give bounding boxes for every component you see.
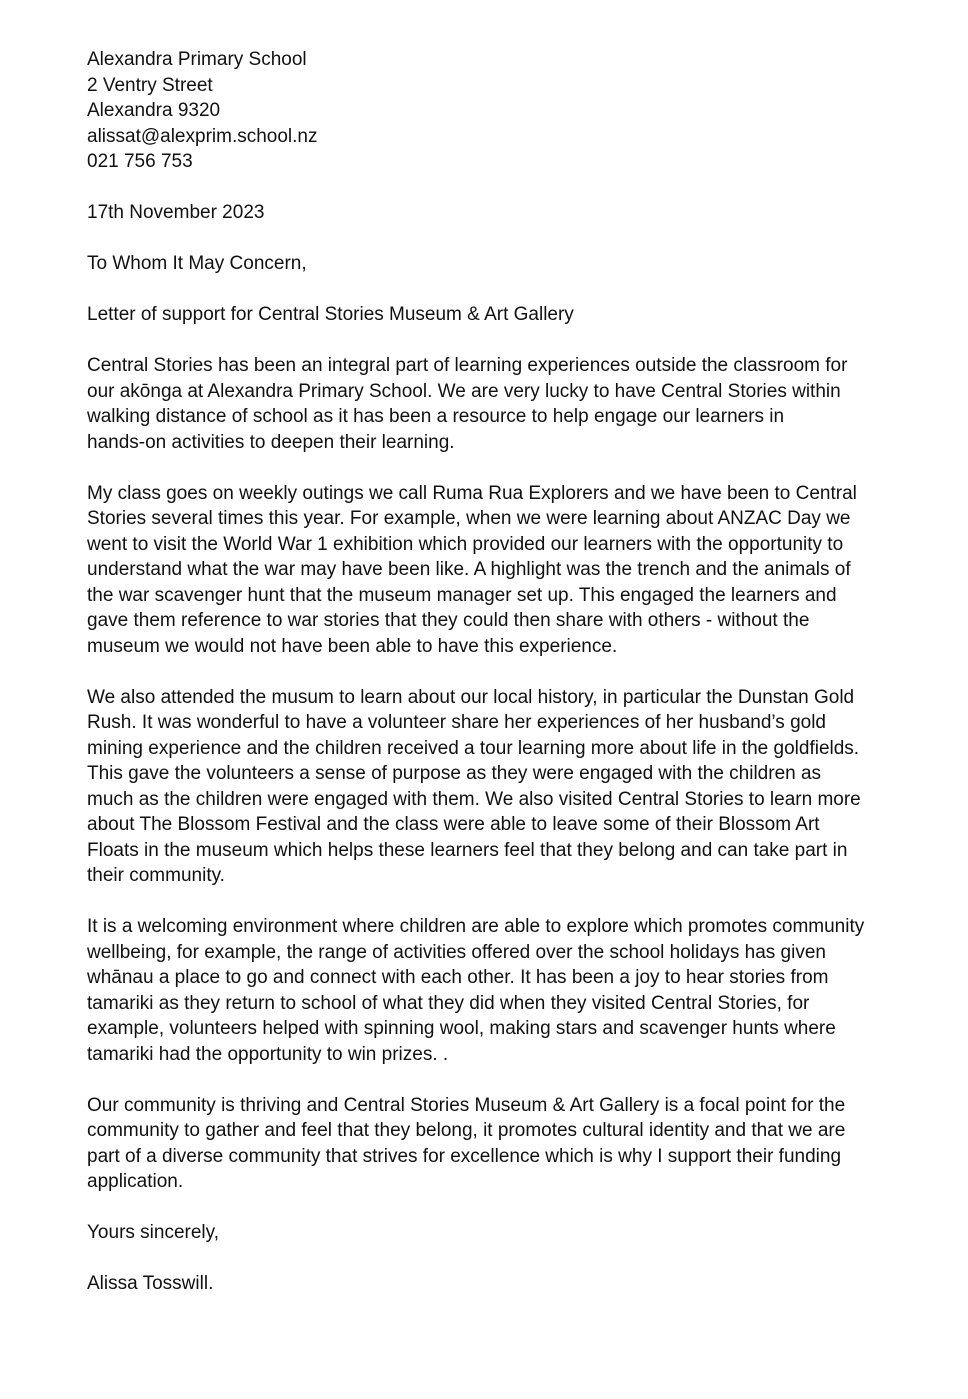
paragraph-line: Floats in the museum which helps these learners feel that they belong and can take part in xyxy=(87,839,848,861)
sender-address-block xyxy=(87,47,887,175)
paragraph-line: example, volunteers helped with spinning wool, making stars and scavenger hunts where xyxy=(87,1018,836,1039)
paragraph-line: much as the children were engaged with them. We also visited Central Stories to learn more xyxy=(87,788,861,810)
paragraph-line: This gave the volunteers a sense of purpose as they were engaged with the children as xyxy=(87,763,822,784)
paragraph-line: application. xyxy=(87,1171,184,1192)
body-paragraph-1 xyxy=(87,353,887,455)
subject-line xyxy=(87,302,887,328)
subject-text: Letter of support for Central Stories Museum & Art Gallery xyxy=(87,304,574,325)
paragraph-line: our akōnga at Alexandra Primary School. We are very lucky to have Central Stories within xyxy=(87,380,841,402)
paragraph-line: wellbeing, for example, the range of activities offered over the school holidays has given xyxy=(87,941,826,963)
sender-phone: 021 756 753 xyxy=(87,151,193,172)
paragraph-line: their community. xyxy=(87,865,225,886)
sender-city: Alexandra 9320 xyxy=(87,100,221,121)
paragraph-line: My class goes on weekly outings we call Ruma Rua Explorers and we have been to Central xyxy=(87,482,857,504)
paragraph-line: hands-on activities to deepen their learning. xyxy=(87,431,455,453)
paragraph-line: tamariki had the opportunity to win prizes. . xyxy=(87,1043,449,1065)
paragraph-line: It is a welcoming environment where children are able to explore which promotes community xyxy=(87,916,865,937)
paragraph-line: understand what the war may have been like. A highlight was the trench and the animals of xyxy=(87,559,851,580)
signature xyxy=(87,1271,887,1297)
paragraph-line: Rush. It was wonderful to have a volunteer share her experiences of her husband’s gold xyxy=(87,712,826,733)
paragraph-line: Stories several times this year. For example, when we were learning about ANZAC Day we xyxy=(87,508,851,529)
paragraph-line: museum we would not have been able to have this experience. xyxy=(87,635,618,657)
body-paragraph-5 xyxy=(87,1093,887,1195)
paragraph-line: gave them reference to war stories that they could then share with others - without the xyxy=(87,610,810,631)
paragraph-line: about The Blossom Festival and the class were able to leave some of their Blossom Art xyxy=(87,814,820,835)
paragraph-line: tamariki as they return to school of what they did when they visited Central Stories, for xyxy=(87,992,810,1014)
paragraph-line: walking distance of school as it has been a resource to help engage our learners in xyxy=(87,406,785,427)
paragraph-line: part of a diverse community that strives for excellence which is why I support their funding xyxy=(87,1145,842,1167)
signature-text: Alissa Tosswill. xyxy=(87,1273,214,1294)
paragraph-line: Central Stories has been an integral part of learning experiences outside the classroom for xyxy=(87,355,848,376)
body-paragraph-2 xyxy=(87,481,887,660)
salutation xyxy=(87,251,887,277)
salutation-text: To Whom It May Concern, xyxy=(87,253,307,274)
paragraph-line: community to gather and feel that they belong, it promotes cultural identity and that we are xyxy=(87,1120,846,1141)
closing xyxy=(87,1220,887,1246)
paragraph-line: mining experience and the children received a tour learning more about life in the goldfields. xyxy=(87,737,860,759)
letter-page xyxy=(87,47,887,1322)
body-paragraph-4 xyxy=(87,914,887,1067)
paragraph-line: We also attended the musum to learn about our local history, in particular the Dunstan Gold xyxy=(87,686,855,708)
letter-date xyxy=(87,200,887,226)
sender-street: 2 Ventry Street xyxy=(87,74,213,96)
body-paragraph-3 xyxy=(87,685,887,889)
paragraph-line: the war scavenger hunt that the museum manager set up. This engaged the learners and xyxy=(87,584,837,606)
sender-name: Alexandra Primary School xyxy=(87,49,307,70)
paragraph-line: whānau a place to go and connect with each other. It has been a joy to hear stories from xyxy=(87,967,829,988)
sender-email: alissat@alexprim.school.nz xyxy=(87,125,318,147)
paragraph-line: Our community is thriving and Central Stories Museum & Art Gallery is a focal point for the xyxy=(87,1094,846,1116)
paragraph-line: went to visit the World War 1 exhibition which provided our learners with the opportunity to xyxy=(87,533,844,555)
date-text: 17th November 2023 xyxy=(87,202,265,223)
closing-text: Yours sincerely, xyxy=(87,1222,220,1243)
